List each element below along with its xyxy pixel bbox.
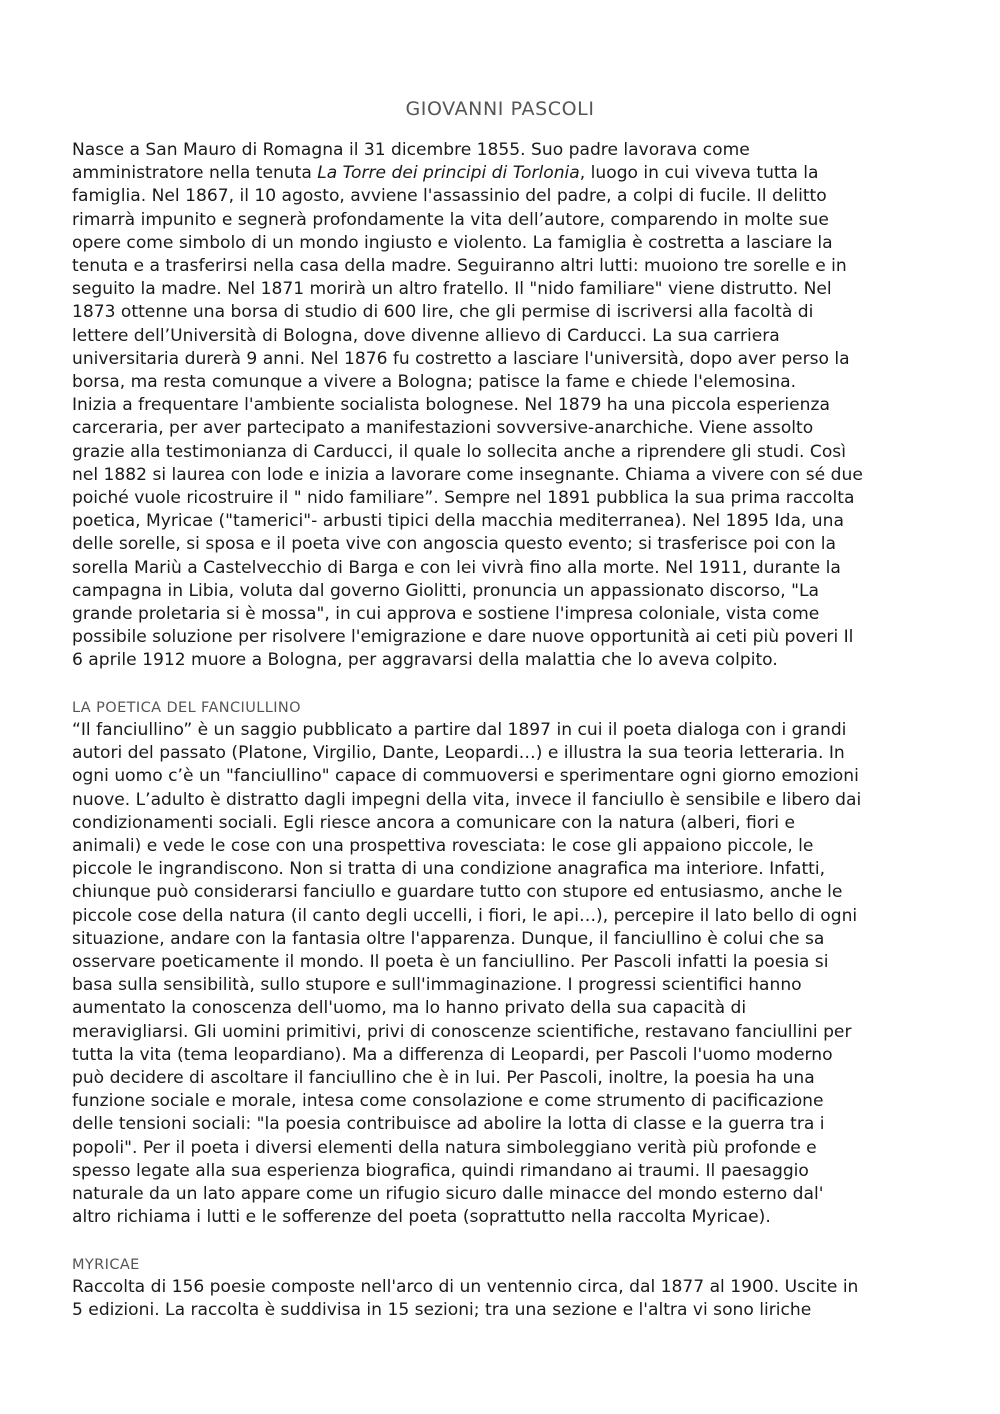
text-segment: sorella Mariù a Castelvecchio di Barga e con lei vivrà fino alla morte. Nel 1911, durante la	[72, 557, 841, 578]
biography-line	[72, 325, 932, 348]
biography-paragraph	[72, 139, 932, 673]
fanciullino-line: delle tensioni sociali: "la poesia contribuisce ad abolire la lotta di classe e la guerra tra i	[72, 1114, 825, 1135]
text-segment: poiché vuole ricostruire il " nido familiare”. Sempre nel 1891 pubblica la sua prima raccolta	[72, 488, 855, 509]
biography-line	[72, 162, 932, 185]
fanciullino-line: piccole le ingrandiscono. Non si tratta di una condizione anagrafica ma interiore. Infatti,	[72, 859, 826, 880]
fanciullino-line: può decidere di ascoltare il fanciullino che è in lui. Per Pascoli, inoltre, la poesia ha una	[72, 1068, 815, 1089]
myricae-line: 5 edizioni. La raccolta è suddivisa in 15 sezioni; tra una sezione e l'altra vi sono liriche	[72, 1300, 812, 1321]
text-segment: poetica, Myricae ("tamerici"- arbusti tipici della macchia mediterranea). Nel 1895 Ida, una	[72, 511, 844, 532]
biography-line	[72, 464, 932, 487]
fanciullino-line: tutta la vita (tema leopardiano). Ma a differenza di Leopardi, per Pascoli l'uomo moderno	[72, 1044, 833, 1065]
biography-line	[72, 348, 932, 371]
text-segment: , luogo in cui viveva tutta la	[579, 163, 819, 184]
text-segment: nel 1882 si laurea con lode e inizia a lavorare come insegnante. Chiama a vivere con sé due	[72, 464, 863, 485]
biography-line	[72, 278, 932, 301]
section-heading-myricae: MYRICAE	[72, 1257, 140, 1273]
fanciullino-line: funzione sociale e morale, intesa come consolazione e come strumento di pacificazione	[72, 1091, 824, 1112]
text-segment: 1873 ottenne una borsa di studio di 600 lire, che gli permise di iscriversi alla facoltà di	[72, 302, 814, 323]
biography-line	[72, 232, 932, 255]
biography-line	[72, 255, 932, 278]
fanciullino-line: basa sulla sensibilità, sullo stupore e sull'immaginazione. I progressi scientifici hanno	[72, 975, 802, 996]
biography-line	[72, 649, 932, 672]
fanciullino-line: “Il fanciullino” è un saggio pubblicato a partire dal 1897 in cui il poeta dialoga con i grandi	[72, 720, 847, 740]
text-segment: borsa, ma resta comunque a vivere a Bologna; patisce la fame e chiede l'elemosina.	[72, 372, 797, 393]
biography-line	[72, 510, 932, 533]
biography-line	[72, 371, 932, 394]
text-segment: amministratore nella tenuta	[72, 163, 318, 184]
text-segment: grazie alla testimonianza di Carducci, il quale lo sollecita anche a riprendere gli studi. Così	[72, 441, 846, 462]
biography-line	[72, 185, 932, 208]
text-segment: delle sorelle, si sposa e il poeta vive con angoscia questo evento; si trasferisce poi con la	[72, 534, 836, 555]
fanciullino-line: altro richiama i lutti e le sofferenze del poeta (soprattutto nella raccolta Myricae).	[72, 1207, 771, 1228]
section-heading-fanciullino: LA POETICA DEL FANCIULLINO	[72, 700, 301, 716]
text-segment: grande proletaria si è mossa", in cui approva e sostiene l'impresa coloniale, vista come	[72, 604, 820, 625]
text-segment: 6 aprile 1912 muore a Bologna, per aggravarsi della malattia che lo aveva colpito.	[72, 650, 778, 671]
fanciullino-line: spesso legate alla sua esperienza biografica, quindi rimandano ai traumi. Il paesaggio	[72, 1160, 809, 1181]
text-segment: possibile soluzione per risolvere l'emigrazione e dare nuove opportunità ai ceti più poveri Il	[72, 627, 854, 648]
biography-line	[72, 441, 932, 464]
fanciullino-paragraph	[72, 719, 932, 1229]
text-segment: Inizia a frequentare l'ambiente socialista bolognese. Nel 1879 ha una piccola esperienza	[72, 395, 830, 416]
biography-line	[72, 557, 932, 580]
fanciullino-line: ogni uomo c’è un "fanciullino" capace di commuoversi e sperimentare ogni giorno emozioni	[72, 766, 859, 787]
document-title: GIOVANNI PASCOLI	[405, 98, 595, 120]
text-segment: universitaria durerà 9 anni. Nel 1876 fu costretto a lasciare l'università, dopo aver perso la	[72, 348, 850, 369]
fanciullino-line: condizionamenti sociali. Egli riesce ancora a comunicare con la natura (alberi, fiori e	[72, 812, 795, 833]
text-segment: carceraria, per aver partecipato a manifestazioni sovversive-anarchiche. Viene assolto	[72, 418, 814, 439]
text-segment: campagna in Libia, voluta dal governo Giolitti, pronuncia un appassionato discorso, "La	[72, 580, 819, 601]
biography-line	[72, 394, 932, 417]
text-segment: rimarrà impunito e segnerà profondamente la vita dell’autore, comparendo in molte sue	[72, 209, 829, 230]
fanciullino-line: meravigliarsi. Gli uomini primitivi, privi di conoscenze scientifiche, restavano fanciullini per	[72, 1021, 852, 1042]
fanciullino-line: autori del passato (Platone, Virgilio, Dante, Leopardi…) e illustra la sua teoria letteraria. In	[72, 743, 845, 764]
text-segment: lettere dell’Università di Bologna, dove divenne allievo di Carducci. La sua carriera	[72, 325, 780, 346]
biography-line	[72, 417, 932, 440]
text-segment: famiglia. Nel 1867, il 10 agosto, avviene l'assassinio del padre, a colpi di fucile. Il delitto	[72, 186, 827, 207]
biography-line	[72, 209, 932, 232]
fanciullino-line: animali) e vede le cose con una prospettiva rovesciata: le cose gli appaiono piccole, le	[72, 836, 814, 857]
biography-line	[72, 139, 932, 162]
fanciullino-line: nuove. L’adulto è distratto dagli impegni della vita, invece il fanciullo è sensibile e libero dai	[72, 789, 862, 810]
biography-line	[72, 580, 932, 603]
biography-line	[72, 533, 932, 556]
text-segment: seguito la madre. Nel 1871 morirà un altro fratello. Il "nido familiare" viene distrutto. Nel	[72, 279, 832, 300]
fanciullino-line: osservare poeticamente il mondo. Il poeta è un fanciullino. Per Pascoli infatti la poesia si	[72, 952, 829, 973]
fanciullino-line: chiunque può considerarsi fanciullo e guardare tutto con stupore ed entusiasmo, anche le	[72, 882, 843, 903]
text-segment: Nasce a San Mauro di Romagna il 31 dicembre 1855. Suo padre lavorava come	[72, 140, 750, 160]
fanciullino-line: naturale da un lato appare come un rifugio sicuro dalle minacce del mondo esterno dal'	[72, 1184, 824, 1205]
fanciullino-line: aumentato la conoscenza dell'uomo, ma lo hanno privato della sua capacità di	[72, 998, 747, 1019]
fanciullino-line: piccole cose della natura (il canto degli uccelli, i fiori, le api…), percepire il lato bello di ogni	[72, 905, 858, 926]
text-segment: tenuta e a trasferirsi nella casa della madre. Seguiranno altri lutti: muoiono tre sorelle e in	[72, 256, 847, 277]
fanciullino-line: situazione, andare con la fantasia oltre l'apparenza. Dunque, il fanciullino è colui che sa	[72, 928, 825, 949]
myricae-line: Raccolta di 156 poesie composte nell'arco di un ventennio circa, dal 1877 al 1900. Uscite in	[72, 1277, 859, 1297]
italic-title-text: La Torre dei principi di Torlonia	[317, 163, 580, 184]
myricae-paragraph	[72, 1276, 932, 1322]
biography-line	[72, 301, 932, 324]
biography-line	[72, 603, 932, 626]
biography-line	[72, 487, 932, 510]
text-segment: opere come simbolo di un mondo ingiusto e violento. La famiglia è costretta a lasciare la	[72, 232, 833, 253]
fanciullino-line: popoli". Per il poeta i diversi elementi della natura simboleggiano verità più profonde e	[72, 1137, 817, 1158]
biography-line	[72, 626, 932, 649]
